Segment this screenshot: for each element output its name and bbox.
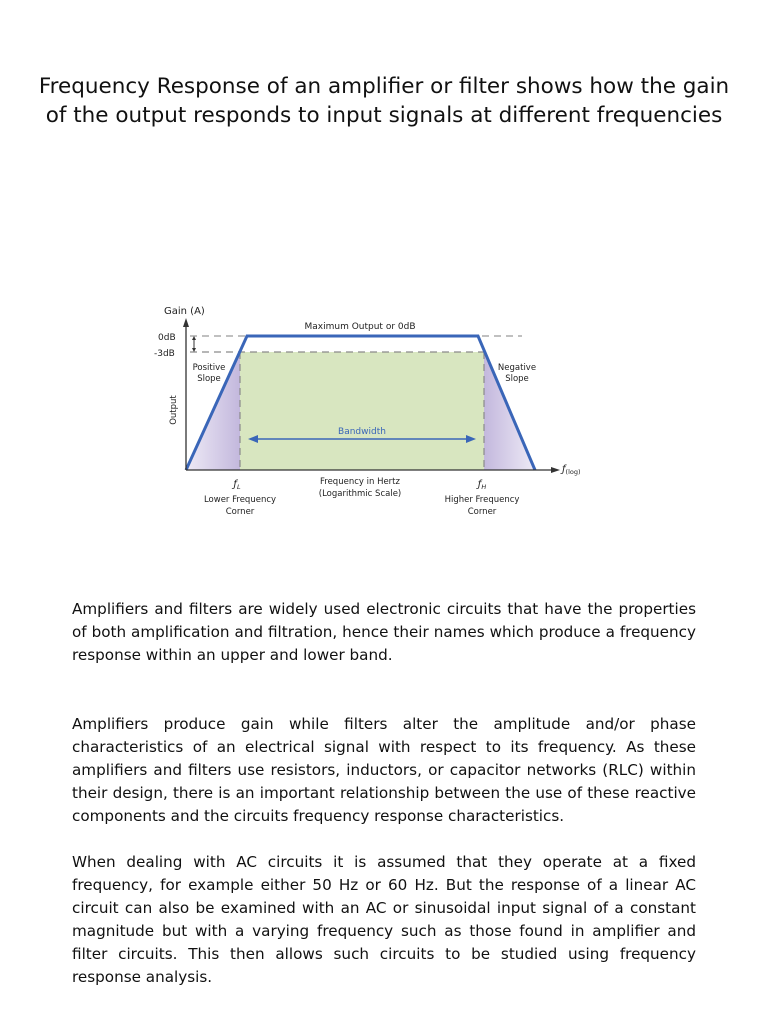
lower-corner-label-2: Corner: [225, 507, 255, 517]
bandwidth-label: Bandwidth: [338, 427, 386, 437]
paragraph-ac-circuits: When dealing with AC circuits it is assumed that they operate at a fixed frequency, for example either 50 Hz or 60 Hz. But the response of a linear AC circuit can also be examined with an AC or sinusoidal input signal of a constant magnitude but with a varying frequency such as those found in amplifier and filter circuits. This then allows such circuits to be studied using frequency response analysis.: [72, 853, 696, 986]
negative-slope-label-1: Negative: [497, 363, 537, 373]
higher-corner-label-1: Higher Frequency: [444, 495, 520, 505]
fh-label: $ƒ_H$: [477, 479, 487, 491]
gain-axis-label: Gain (A): [164, 306, 205, 317]
paragraph-intro: Amplifiers and filters are widely used electronic circuits that have the properties of both amplification and filtration, hence their names which produce a frequency response within an upper and lower band.: [72, 600, 696, 664]
x-axis-arrow: [551, 467, 560, 473]
three-db-marker-bottom: [192, 348, 196, 352]
lower-corner-label-1: Lower Frequency: [203, 495, 277, 505]
output-axis-label: Output: [169, 395, 179, 425]
three-db-marker-top: [192, 336, 196, 340]
higher-corner-label-2: Corner: [467, 507, 497, 517]
negative-slope-label-2: Slope: [505, 374, 529, 384]
paragraph-gain: Amplifiers produce gain while filters alter the amplitude and/or phase characteristics of an electrical signal with respect to its frequency. As these amplifiers and filters use resistors, inductors, or capacitor networks (RLC) within their design, there is an important relationship between the use of these reactive components and the circuits frequency response characteristics.: [72, 715, 696, 825]
x-caption-label-1: Frequency in Hertz: [320, 477, 400, 487]
positive-slope-label-2: Slope: [197, 374, 221, 384]
passband-region: [240, 352, 484, 470]
positive-slope-label-1: Positive: [192, 363, 226, 373]
x-axis-label: $ƒ_{(log)}$: [562, 464, 581, 476]
max-output-label: Maximum Output or 0dB: [304, 322, 416, 332]
y-axis-arrow: [183, 318, 189, 327]
x-caption-label-2: (Logarithmic Scale): [318, 489, 402, 499]
fl-label: $ƒ_L$: [233, 479, 241, 491]
page-title: Frequency Response of an amplifier or filter shows how the gain of the output responds to input signals at different frequencies: [38, 74, 730, 128]
frequency-response-diagram: [150, 300, 590, 525]
level-0db-label: 0dB: [158, 333, 176, 343]
level-minus3db-label: -3dB: [154, 349, 175, 359]
